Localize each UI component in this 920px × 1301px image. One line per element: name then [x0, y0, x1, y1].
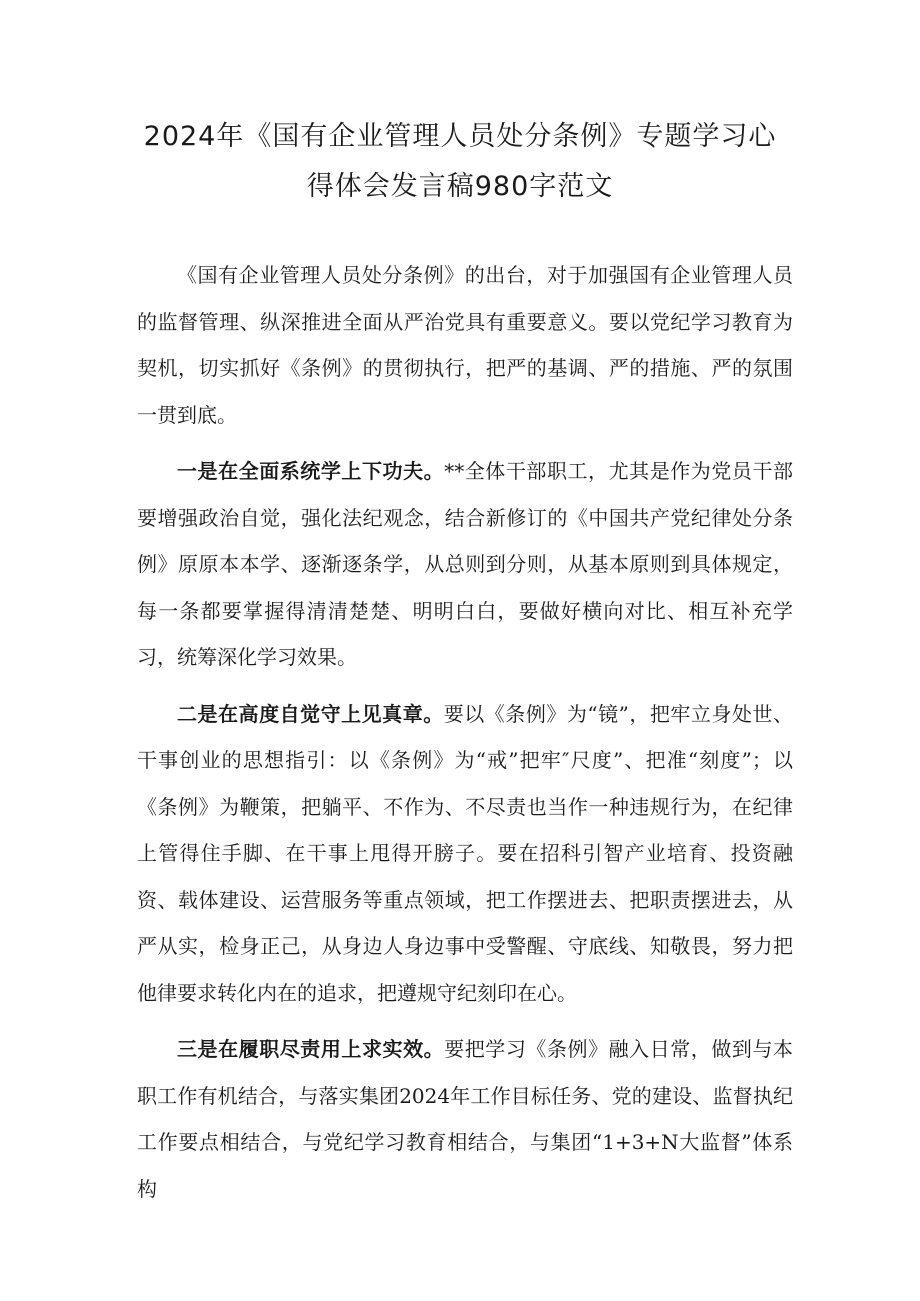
title-line-2: 得体会发言稿980字范文	[306, 171, 614, 202]
paragraph-point-2	[137, 691, 793, 1017]
document-body	[137, 252, 793, 1222]
paragraph-text: 要把学习《条例》融入日常，做到与本职工作有机结合，与落实集团2024年工作目标任务、党的建设、监督执纪工作要点相结合，与党纪学习教育相结合，与集团“1+3+N大监督”体系构	[137, 1037, 794, 1201]
paragraph-lead: 一是在全面系统学上下功夫。	[177, 459, 445, 483]
paragraph-point-1	[137, 448, 793, 681]
paragraph-lead: 二是在高度自觉守上见真章。	[177, 701, 444, 726]
document-title	[120, 112, 800, 212]
paragraph-text: 《国有企业管理人员处分条例》的出台，对于加强国有企业管理人员的监督管理、纵深推进全面从严治党具有重要意义。要以党纪学习教育为契机，切实抓好《条例》的贯彻执行，把严的基调、严的措施、严的氛围一贯到底。	[137, 263, 793, 427]
paragraph-intro	[137, 252, 793, 438]
paragraph-point-3	[137, 1026, 793, 1212]
paragraph-text: 要以《条例》为“镜”，把牢立身处世、干事创业的思想指引：以《条例》为“戒”把牢″尺度”、把准“刻度”；以《条例》为鞭策，把躺平、不作为、不尽责也当作一种违规行为，在纪律上管得住手脚、在干事上甩得开膀子。要在招科引智产业培育、投资融资、载体建设、运营服务等重点领域，把工作摆进去、把职责摆进去，从严从实，检身正己，从身边人身边事中受警醒、守底线、知敬畏，努力把他律要求转化内在的追求，把遵规守纪刻印在心。	[137, 701, 794, 1005]
paragraph-lead: 三是在履职尽责用上求实效。	[177, 1037, 445, 1061]
title-line-1: 2024年《国有企业管理人员处分条例》专题学习心	[143, 121, 777, 152]
paragraph-text: **全体干部职工，尤其是作为党员干部要增强政治自觉，强化法纪观念，结合新修订的《中国共产党纪律处分条例》原原本本学、逐渐逐条学，从总则到分则，从基本原则到具体规定，每一条都要掌握得清清楚楚、明明白白，要做好横向对比、相互补充学习，统筹深化学习效果。	[137, 459, 794, 669]
